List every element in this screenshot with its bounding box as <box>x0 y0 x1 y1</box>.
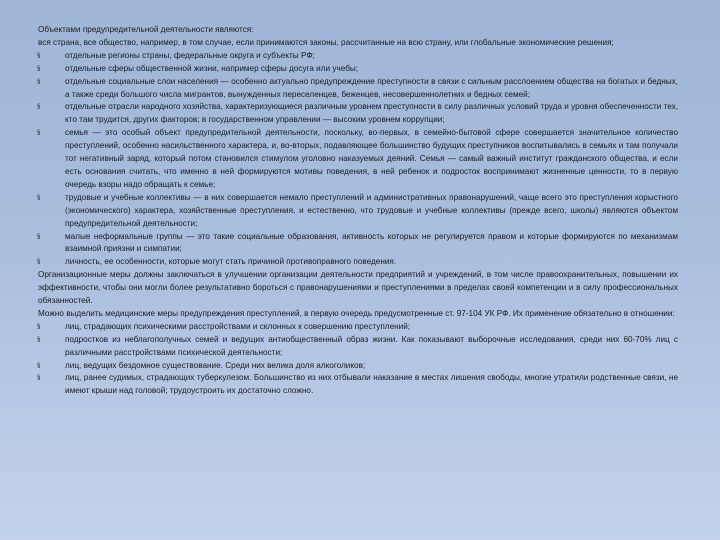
bullet-icon: § <box>37 336 41 343</box>
bullet-icon: § <box>37 130 41 137</box>
medical-measures-lead: Можно выделить медицинские меры предупреждения преступлений, в первую очередь предусмотренные ст. 97-104 УК РФ. Их применение обязательно в отношении: <box>38 308 675 318</box>
bullet-icon: § <box>37 78 41 85</box>
bullet-icon: § <box>37 65 41 72</box>
bullet-icon: § <box>37 194 41 201</box>
list-item: § семья — это особый объект предупредительной деятельности, поскольку, во-первых, в семейно-бытовой сфере совершается значительное количество преступлений, особенно насильственного характера, и, во-вторых, подавляющее большинство будущих преступников воспитывались в семьях и там получали тот негативный заряд, который потом становился стимулом уголовно наказуемых деяний. Семья — самый важный институт гражданского общества, и если есть основания считать, что именно в ней формируются мотивы поведения, в ней ребенок и подросток воспринимают жизненные ценности, то в первую очередь взоры надо обращать к семье; <box>37 128 678 189</box>
objects-lead: вся страна, все общество, например, в том случае, если принимаются законы, рассчитанные на всю страну, или глобальные экономические решения; <box>38 37 614 47</box>
bullet-icon: § <box>37 104 41 111</box>
list-item: § личность, ее особенности, которые могут стать причиной противоправного поведения. <box>38 256 678 269</box>
bullet-icon: § <box>37 375 41 382</box>
list-item: § отдельные регионы страны, федеральные округа и субъекты РФ; <box>38 50 678 63</box>
list-item: § подростков из неблагополучных семей и ведущих антиобщественный образ жизни. Как показывают выборочные исследования, среди них 60-70% лиц с различными расстройствами психической деятельности; <box>37 334 678 357</box>
list-item: § отдельные отрасли народного хозяйства, характеризующиеся различным уровнем преступности в силу различных условий труда и уровня обеспеченности тех, кто там трудится, других факторов; в государственном управлении — высоким уровнем коррупции; <box>37 102 678 125</box>
list-item: § лиц, страдающих психическими расстройствами и склонных к совершению преступлений; <box>38 321 678 334</box>
list-item: § отдельные социальные слои населения — особенно актуально предупреждение преступности в связи с сильным расслоением общества на богатых и бедных, а также среди большого числа мигрантов, вынужденных переселенцев, беженцев, несовершеннолетних и бедных семей; <box>37 76 678 99</box>
bullet-icon: § <box>37 323 41 330</box>
bullet-icon: § <box>37 259 41 266</box>
objects-heading: Объектами предупредительной деятельности являются: <box>38 25 254 34</box>
bullet-icon: § <box>37 233 41 240</box>
list-item: § отдельные сферы общественной жизни, например сферы досуга или учебы; <box>38 63 678 76</box>
list-item: § лиц, ранее судимых, страдающих туберкулезом. Большинство из них отбывали наказание в местах лишения свободы, многие утратили родственные связи, не имеют крыши над головой; трудоустроить их достаточно сложно. <box>37 373 678 396</box>
organizational-measures: Организационные меры должны заключаться в улучшении организации деятельности предприятий и учреждений, в том числе правоохранительных, повышении их эффективности, чтобы они могли более результативно бороться с правонарушениями и преступлениями в пределах своей компетенции и в силу профессиональных обязанностей. <box>38 270 678 306</box>
bullet-icon: § <box>37 52 41 59</box>
list-item: § лиц, ведущих бездомное существование. Среди них велика доля алкоголиков; <box>38 360 678 373</box>
list-item: § трудовые и учебные коллективы — в них совершается немало преступлений и административных правонарушений, чаще всего это преступления корыстного (экономического) характера, хозяйственные преступления, и естественно, что трудовые и учебные коллективы (прежде всего, школы) являются объектом предупредительной деятельности; <box>37 192 678 228</box>
list-item: § малые неформальные группы — это такие социальные образования, активность которых не регулируется правом и которые формируются по механизмам взаимной приязни и симпатии; <box>37 231 678 254</box>
slide-text <box>38 24 678 398</box>
bullet-icon: § <box>37 362 41 369</box>
